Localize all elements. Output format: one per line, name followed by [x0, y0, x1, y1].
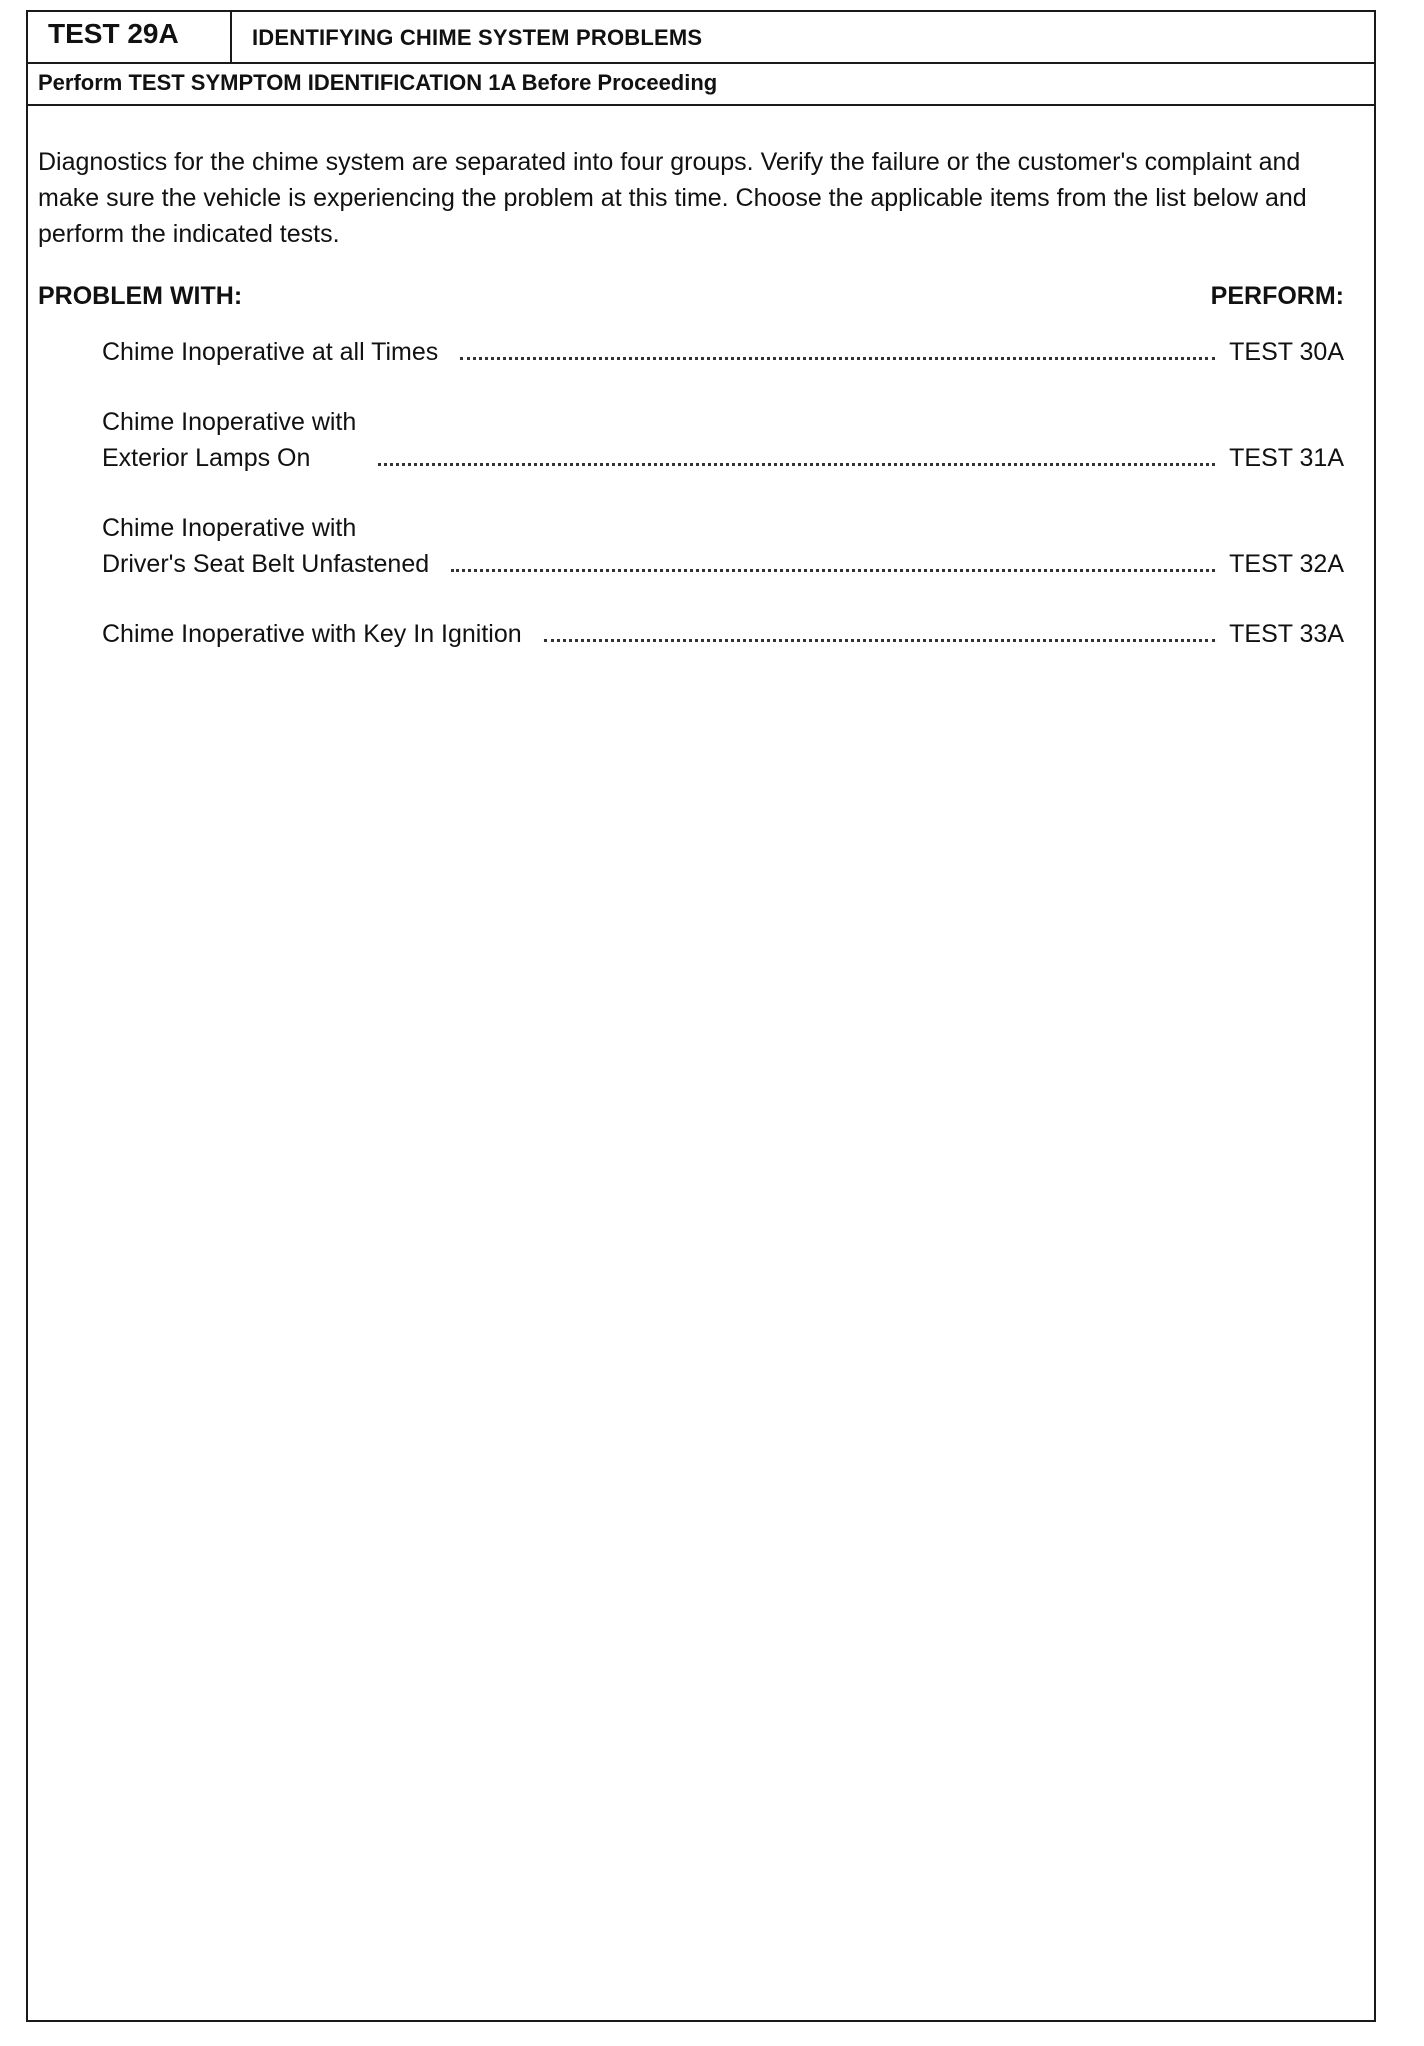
test-page [26, 10, 1376, 2022]
perform-test-link: TEST 32A [1229, 550, 1344, 578]
problem-item [102, 616, 1344, 652]
problem-list [38, 334, 1344, 652]
test-content [28, 106, 1374, 652]
intro-paragraph: Diagnostics for the chime system are separated into four groups. Verify the failure or the customer's complaint and make sure the vehicle is experiencing the problem at this time. Choose the applicable items from the list below and perform the indicated tests. [38, 148, 1307, 248]
prerequisite-note: Perform TEST SYMPTOM IDENTIFICATION 1A Before Proceeding [28, 64, 1374, 106]
column-headers [38, 280, 1344, 312]
dot-leader [460, 334, 1215, 370]
problem-label: Chime Inoperative with Driver's Seat Belt Unfastened [102, 514, 430, 578]
problem-label: Chime Inoperative with Key In Ignition [102, 620, 522, 648]
perform-test-link: TEST 31A [1229, 444, 1344, 472]
problem-label: Chime Inoperative with Exterior Lamps On [102, 408, 357, 472]
test-title: IDENTIFYING CHIME SYSTEM PROBLEMS [252, 25, 703, 50]
problem-item [102, 404, 1344, 476]
problem-label: Chime Inoperative at all Times [102, 338, 439, 366]
dot-leader [451, 546, 1215, 582]
problem-item [102, 510, 1344, 582]
dot-leader [544, 616, 1215, 652]
problem-header: PROBLEM WITH: [38, 282, 243, 310]
perform-test-link: TEST 33A [1229, 620, 1344, 648]
problem-item [102, 334, 1344, 370]
header-row [28, 12, 1374, 64]
dot-leader [378, 440, 1215, 476]
perform-test-link: TEST 30A [1229, 338, 1344, 366]
perform-header: PERFORM: [1210, 282, 1344, 310]
test-id: TEST 29A [28, 12, 232, 62]
